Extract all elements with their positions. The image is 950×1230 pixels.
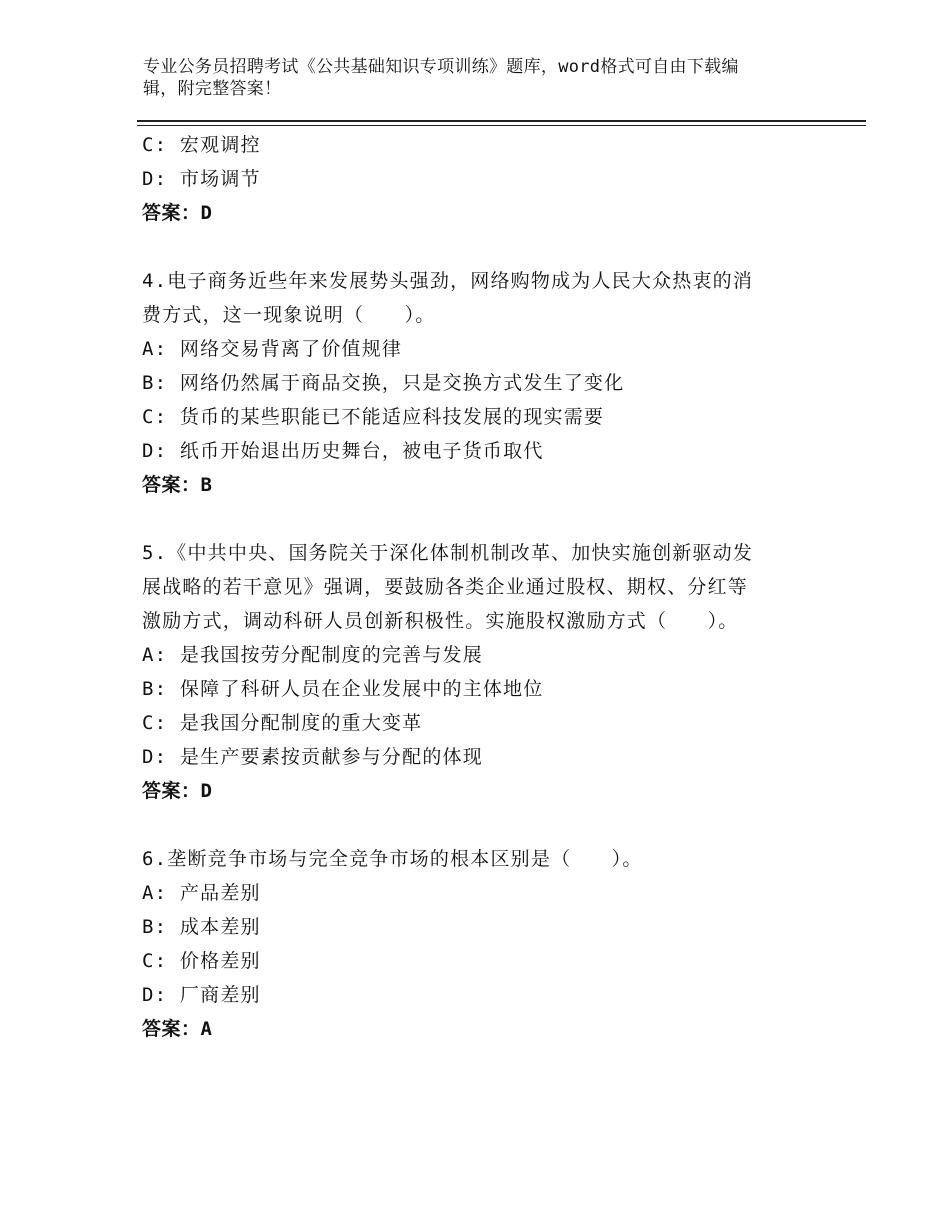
question-stem-line: 6.垄断竞争市场与完全竞争市场的根本区别是（ ）。 xyxy=(142,848,643,870)
option-d: D: 市场调节 xyxy=(142,168,261,190)
answer-line: 答案：D xyxy=(142,780,213,802)
question-4 xyxy=(142,264,812,502)
question-content xyxy=(142,128,812,1046)
question-3-tail xyxy=(142,128,812,230)
option-d: D: 纸币开始退出历史舞台，被电子货币取代 xyxy=(142,440,544,462)
option-d: D: 是生产要素按贡献参与分配的体现 xyxy=(142,746,483,768)
option-c: C: 宏观调控 xyxy=(142,134,261,156)
option-a: A: 产品差别 xyxy=(142,882,261,904)
option-c: C: 货币的某些职能已不能适应科技发展的现实需要 xyxy=(142,406,605,428)
option-a: A: 是我国按劳分配制度的完善与发展 xyxy=(142,644,483,666)
question-stem-line: 费方式，这一现象说明（ ）。 xyxy=(142,304,436,326)
answer-line: 答案：B xyxy=(142,474,213,496)
header-line-1: 专业公务员招聘考试《公共基础知识专项训练》题库，word格式可自由下载编 xyxy=(143,57,739,77)
header-rule-thin xyxy=(137,125,866,126)
spacer xyxy=(142,808,812,842)
answer-line: 答案：D xyxy=(142,202,213,224)
answer-line: 答案：A xyxy=(142,1018,213,1040)
question-stem-line: 展战略的若干意见》强调，要鼓励各类企业通过股权、期权、分红等 xyxy=(142,576,749,598)
spacer xyxy=(142,230,812,264)
question-stem-line: 4.电子商务近些年来发展势头强劲，网络购物成为人民大众热衷的消 xyxy=(142,270,754,292)
question-stem-line: 激励方式，调动科研人员创新积极性。实施股权激励方式（ ）。 xyxy=(142,610,739,632)
option-c: C: 是我国分配制度的重大变革 xyxy=(142,712,423,734)
question-5 xyxy=(142,536,812,808)
header-rule-thick xyxy=(137,120,866,122)
question-6 xyxy=(142,842,812,1046)
option-c: C: 价格差别 xyxy=(142,950,261,972)
page-header xyxy=(143,56,803,100)
spacer xyxy=(142,502,812,536)
option-d: D: 厂商差别 xyxy=(142,984,261,1006)
header-line-2: 辑，附完整答案！ xyxy=(143,79,282,99)
option-a: A: 网络交易背离了价值规律 xyxy=(142,338,403,360)
option-b: B: 成本差别 xyxy=(142,916,261,938)
option-b: B: 网络仍然属于商品交换，只是交换方式发生了变化 xyxy=(142,372,625,394)
option-b: B: 保障了科研人员在企业发展中的主体地位 xyxy=(142,678,544,700)
question-stem-line: 5.《中共中央、国务院关于深化体制机制改革、加快实施创新驱动发 xyxy=(142,542,754,564)
